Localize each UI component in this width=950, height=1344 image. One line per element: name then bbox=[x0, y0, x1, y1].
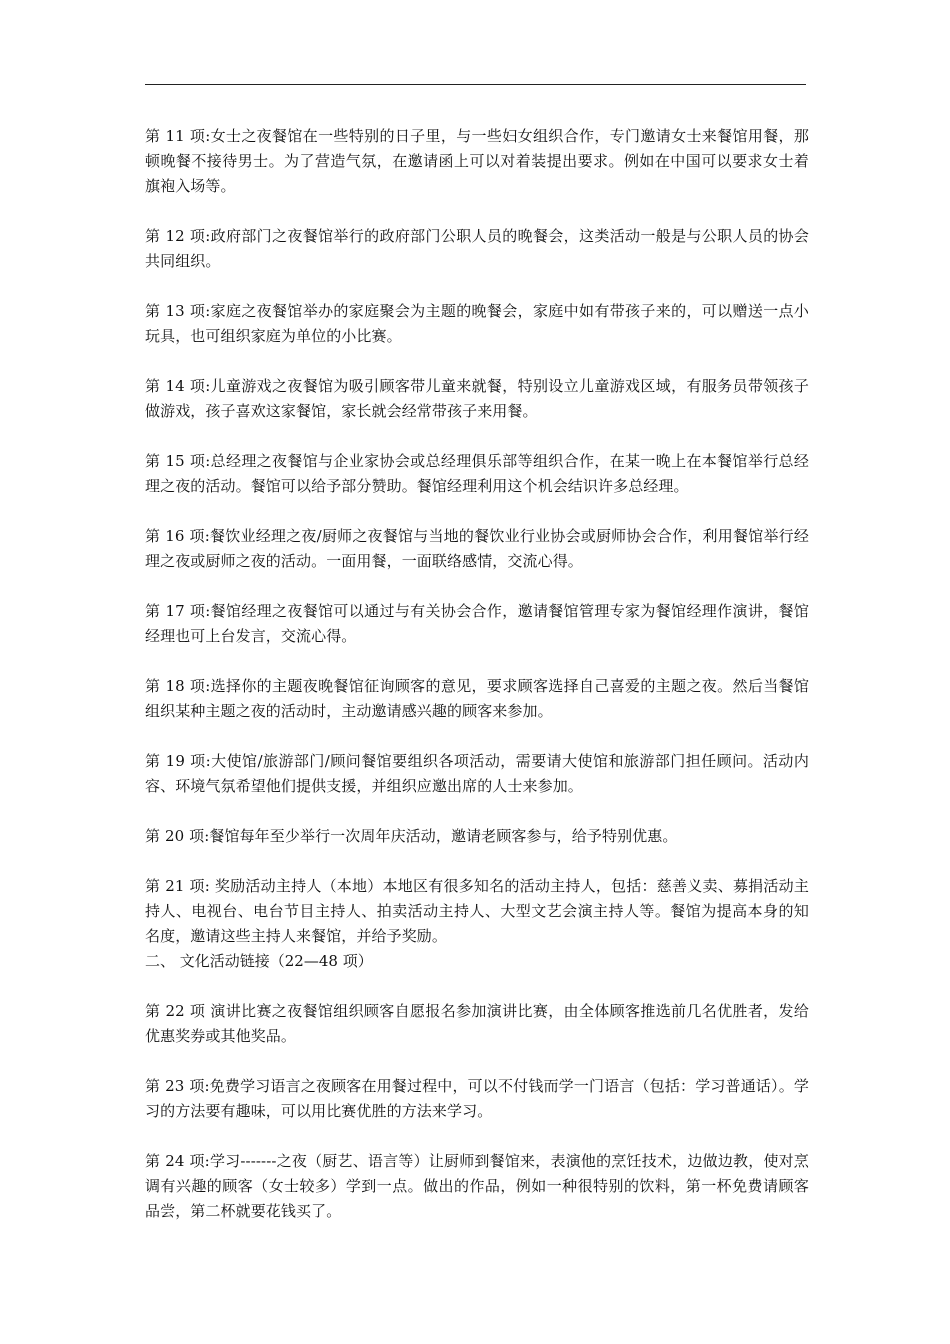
paragraph-item-12: 第 12 项:政府部门之夜餐馆举行的政府部门公职人员的晚餐会，这类活动一般是与公职人员的协会共同组织。 bbox=[145, 227, 809, 270]
paragraph-item-14: 第 14 项:儿童游戏之夜餐馆为吸引顾客带儿童来就餐，特别设立儿童游戏区域，有服务员带领孩子做游戏，孩子喜欢这家餐馆，家长就会经常带孩子来用餐。 bbox=[145, 377, 809, 420]
paragraph-item-21: 第 21 项: 奖励活动主持人（本地）本地区有很多知名的活动主持人，包括：慈善义卖、募捐活动主持人、电视台、电台节目主持人、拍卖活动主持人、大型文艺会演主持人等。餐馆为提高本身的知名度，邀请这些主持人来餐馆，并给予奖励。 bbox=[145, 877, 809, 945]
section-heading: 二、 文化活动链接（22—48 项） bbox=[145, 952, 373, 970]
paragraph-item-17: 第 17 项:餐馆经理之夜餐馆可以通过与有关协会合作，邀请餐馆管理专家为餐馆经理作演讲，餐馆经理也可上台发言，交流心得。 bbox=[145, 602, 809, 645]
header-rule bbox=[145, 84, 806, 85]
paragraph-item-13: 第 13 项:家庭之夜餐馆举办的家庭聚会为主题的晚餐会，家庭中如有带孩子来的，可以赠送一点小玩具，也可组织家庭为单位的小比赛。 bbox=[145, 302, 809, 345]
document-body bbox=[145, 124, 809, 1249]
paragraph-item-22: 第 22 项 演讲比赛之夜餐馆组织顾客自愿报名参加演讲比赛，由全体顾客推选前几名优胜者，发给优惠奖券或其他奖品。 bbox=[145, 1002, 809, 1045]
paragraph-item-16: 第 16 项:餐饮业经理之夜/厨师之夜餐馆与当地的餐饮业行业协会或厨师协会合作，利用餐馆举行经理之夜或厨师之夜的活动。一面用餐，一面联络感情，交流心得。 bbox=[145, 527, 809, 570]
paragraph-item-24: 第 24 项:学习-------之夜（厨艺、语言等）让厨师到餐馆来，表演他的烹饪技术，边做边教，使对烹调有兴趣的顾客（女士较多）学到一点。做出的作品，例如一种很特别的饮料，第一杯免费请顾客品尝，第二杯就要花钱买了。 bbox=[145, 1152, 809, 1220]
paragraph-item-15: 第 15 项:总经理之夜餐馆与企业家协会或总经理俱乐部等组织合作，在某一晚上在本餐馆举行总经理之夜的活动。餐馆可以给予部分赞助。餐馆经理利用这个机会结识许多总经理。 bbox=[145, 452, 809, 495]
paragraph-item-18: 第 18 项:选择你的主题夜晚餐馆征询顾客的意见，要求顾客选择自己喜爱的主题之夜。然后当餐馆组织某种主题之夜的活动时，主动邀请感兴趣的顾客来参加。 bbox=[145, 677, 809, 720]
paragraph-item-20: 第 20 项:餐馆每年至少举行一次周年庆活动，邀请老顾客参与，给予特别优惠。 bbox=[145, 827, 678, 845]
paragraph-item-23: 第 23 项:免费学习语言之夜顾客在用餐过程中，可以不付钱而学一门语言（包括：学习普通话）。学习的方法要有趣味，可以用比赛优胜的方法来学习。 bbox=[145, 1077, 809, 1120]
paragraph-item-11: 第 11 项:女士之夜餐馆在一些特别的日子里，与一些妇女组织合作，专门邀请女士来餐馆用餐，那顿晚餐不接待男士。为了营造气氛，在邀请函上可以对着装提出要求。例如在中国可以要求女士着旗袍入场等。 bbox=[145, 127, 809, 195]
paragraph-item-19: 第 19 项:大使馆/旅游部门/顾问餐馆要组织各项活动，需要请大使馆和旅游部门担任顾问。活动内容、环境气氛希望他们提供支援，并组织应邀出席的人士来参加。 bbox=[145, 752, 809, 795]
